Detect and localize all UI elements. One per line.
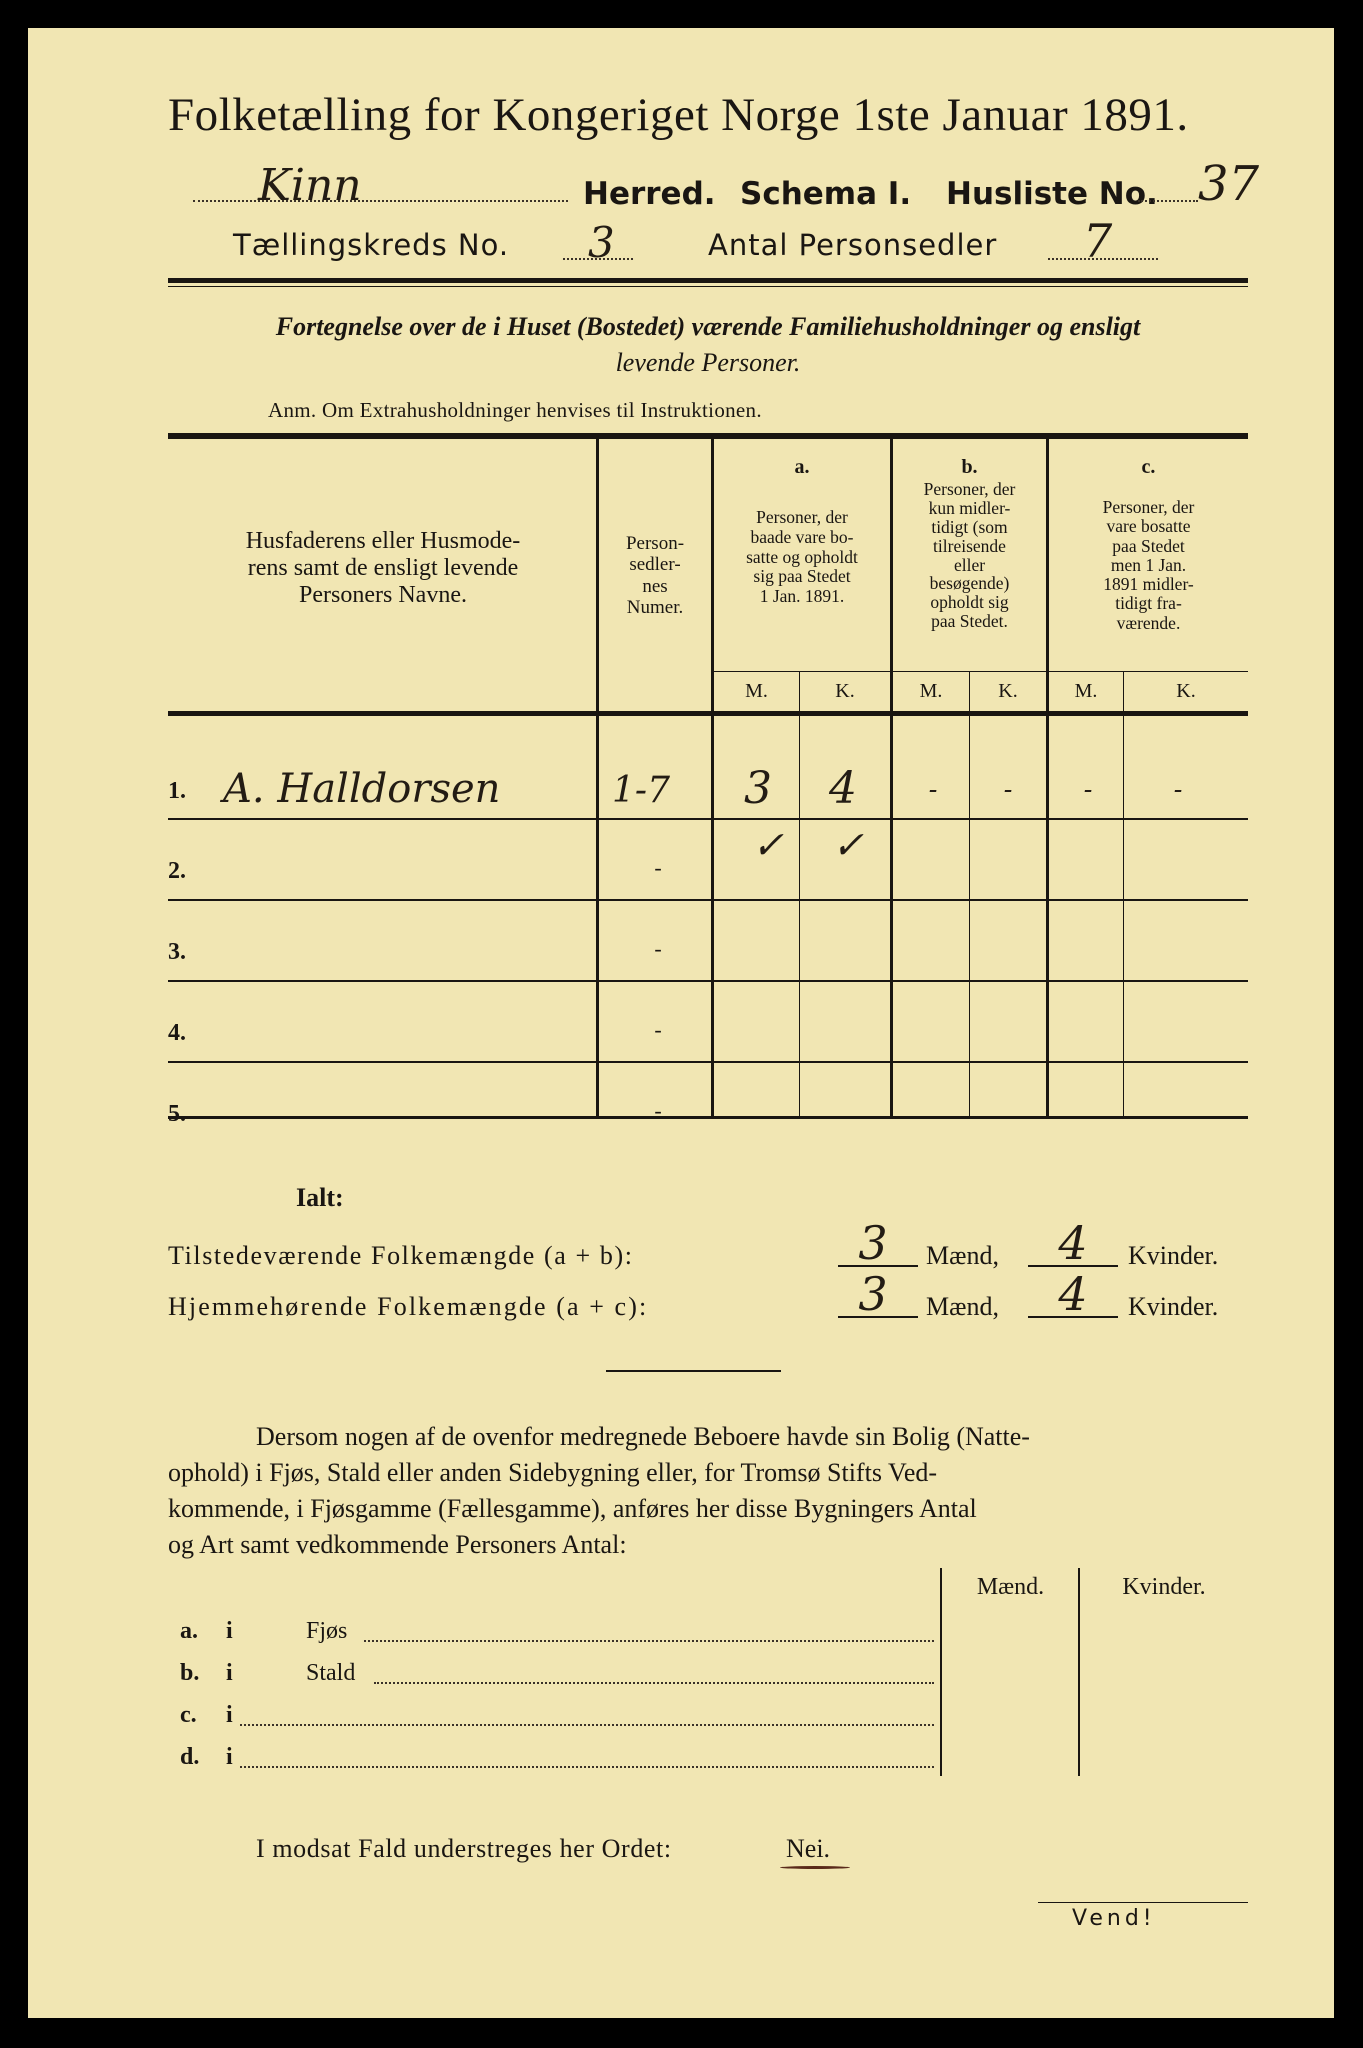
hjemme-kvinder-word: Kvinder. (1128, 1292, 1219, 1321)
row-3-number: 3. (168, 939, 186, 965)
personsedler-value: 7 (1083, 214, 1113, 268)
row-5-number: 5. (168, 1101, 186, 1127)
b-k-label: K. (998, 680, 1018, 702)
row-4-number: 4. (168, 1020, 186, 1046)
intro-line-1: Fortegnelse over de i Huset (Bostedet) værende Familiehusholdninger og ensligt (275, 312, 1141, 341)
row-1-b-k: - (1003, 775, 1013, 805)
vend-rule (1038, 1902, 1248, 1903)
census-form-page (28, 28, 1334, 2018)
building-d-prep: i (226, 1744, 233, 1770)
modsat-text: I modsat Fald understreges her Ordet: (256, 1834, 672, 1863)
col-divider-c-mk (1123, 672, 1124, 1117)
building-b-label: Stald (306, 1660, 356, 1686)
row-4-numer: - (654, 1017, 662, 1042)
mk-top-rule (712, 671, 1248, 672)
b-m-label: M. (919, 680, 943, 702)
building-a-dots (364, 1640, 934, 1642)
building-a-prep: i (226, 1618, 233, 1644)
form-title: Folketælling for Kongeriget Norge 1ste Januar 1891. (168, 89, 1189, 141)
building-c-letter: c. (180, 1702, 197, 1728)
herred-value: Kinn (258, 160, 362, 211)
tilstede-kvinder-word: Kvinder. (1128, 1241, 1219, 1270)
hjemme-label: Hjemmehørende Folkemængde (a + c): (168, 1292, 649, 1321)
herred-label: Herred. (583, 176, 716, 212)
schema-label: Schema I. (740, 176, 912, 212)
husliste-label: Husliste No. (946, 176, 1158, 212)
building-b-letter: b. (180, 1660, 200, 1686)
table-bottom-rule (168, 1116, 1248, 1119)
husliste-value: 37 (1198, 156, 1260, 212)
c-m-label: M. (1074, 680, 1098, 702)
header-names: Husfaderens eller Husmode- rens samt de ensligt levende Personers Navne. (245, 528, 521, 608)
header-b-letter: b. (961, 456, 978, 478)
row-1-a-m: 3 (744, 763, 772, 814)
row-2-numer: - (654, 855, 662, 880)
husliste-dotted-line (1138, 200, 1198, 202)
header-c-letter: c. (1141, 456, 1156, 478)
buildings-maend-header: Mænd. (976, 1574, 1045, 1600)
col-divider-a-mk (799, 672, 800, 1117)
vend-label: Vend! (1072, 1906, 1156, 1931)
hjemme-maend-value: 3 (858, 1267, 888, 1321)
row-1-number: 1. (168, 778, 186, 804)
row-2-a-m: ✓ (752, 823, 784, 867)
herred-dotted-line (193, 200, 568, 202)
col-divider-name (596, 439, 599, 1117)
building-c-dots (240, 1724, 934, 1726)
header-divider (168, 278, 1248, 283)
header-divider-thin (168, 286, 1248, 287)
nei-word: Nei. (786, 1834, 831, 1863)
table-top-rule (168, 433, 1248, 439)
row-line-4 (168, 1061, 1248, 1063)
kreds-label: Tællingskreds No. (233, 228, 510, 262)
section-divider (606, 1370, 781, 1372)
row-3-numer: - (654, 936, 662, 961)
row-2-a-k: ✓ (832, 823, 864, 867)
buildings-para-4: og Art samt vedkommende Personers Antal: (168, 1530, 627, 1559)
buildings-para-1: Dersom nogen af de ovenfor medregnede Beboere havde sin Bolig (Natte- (256, 1422, 1030, 1451)
personsedler-label: Antal Personsedler (708, 228, 998, 262)
row-line-2 (168, 899, 1248, 901)
building-d-letter: d. (180, 1744, 200, 1770)
tilstede-kvinder-value: 4 (1058, 1216, 1088, 1270)
row-line-1 (168, 818, 1248, 820)
header-numer: Person- sedler- nes Numer. (625, 533, 685, 618)
header-b: Personer, der kun midler- tidigt (som tilreisende eller besøgende) opholdt sig paa Stedet. (923, 479, 1016, 632)
table-header-bottom-rule (168, 711, 1248, 716)
hjemme-maend-word: Mænd, (926, 1292, 999, 1321)
a-m-label: M. (745, 680, 768, 702)
building-c-prep: i (226, 1702, 233, 1728)
row-5-numer: - (654, 1098, 662, 1123)
buildings-para-3: kommende, i Fjøsgamme (Fællesgamme), anføres her disse Bygningers Antal (168, 1494, 977, 1523)
anm-note: Anm. Om Extrahusholdninger henvises til Instruktionen. (268, 398, 762, 422)
row-1-numer: 1-7 (612, 770, 670, 811)
intro-line-2: levende Personer. (615, 348, 801, 377)
header-a-letter: a. (794, 456, 810, 478)
buildings-para-2: ophold) i Fjøs, Stald eller anden Sidebygning eller, for Tromsø Stifts Ved- (168, 1458, 938, 1487)
row-1-name: A. Halldorsen (223, 766, 501, 812)
row-1-c-m: - (1083, 775, 1093, 805)
tilstede-maend-value: 3 (858, 1216, 888, 1270)
col-divider-b-mk (969, 672, 970, 1117)
building-d-dots (240, 1766, 934, 1768)
building-a-letter: a. (180, 1618, 198, 1644)
building-b-prep: i (226, 1660, 233, 1686)
kreds-value: 3 (588, 218, 615, 267)
building-b-dots (374, 1682, 934, 1684)
row-2-number: 2. (168, 858, 186, 884)
c-k-label: K. (1176, 680, 1196, 702)
a-k-label: K. (835, 680, 855, 702)
header-a: Personer, der baade vare bo- satte og opholdt sig paa Stedet 1 Jan. 1891. (746, 507, 858, 607)
row-line-3 (168, 980, 1248, 982)
buildings-col-divider-1 (940, 1568, 942, 1776)
tilstede-label: Tilstedeværende Folkemængde (a + b): (168, 1241, 634, 1270)
row-1-a-k: 4 (829, 763, 857, 814)
ialt-label: Ialt: (296, 1183, 344, 1212)
row-1-c-k: - (1173, 775, 1183, 805)
building-a-label: Fjøs (306, 1618, 348, 1644)
buildings-kvinder-header: Kvinder. (1122, 1574, 1206, 1600)
nei-underline (780, 1866, 850, 1869)
header-c: Personer, der vare bosatte paa Stedet men 1 Jan. 1891 midler- tidigt fra- værende. (1102, 497, 1195, 633)
hjemme-kvinder-value: 4 (1058, 1267, 1088, 1321)
row-1-b-m: - (928, 775, 938, 805)
tilstede-maend-word: Mænd, (926, 1241, 999, 1270)
